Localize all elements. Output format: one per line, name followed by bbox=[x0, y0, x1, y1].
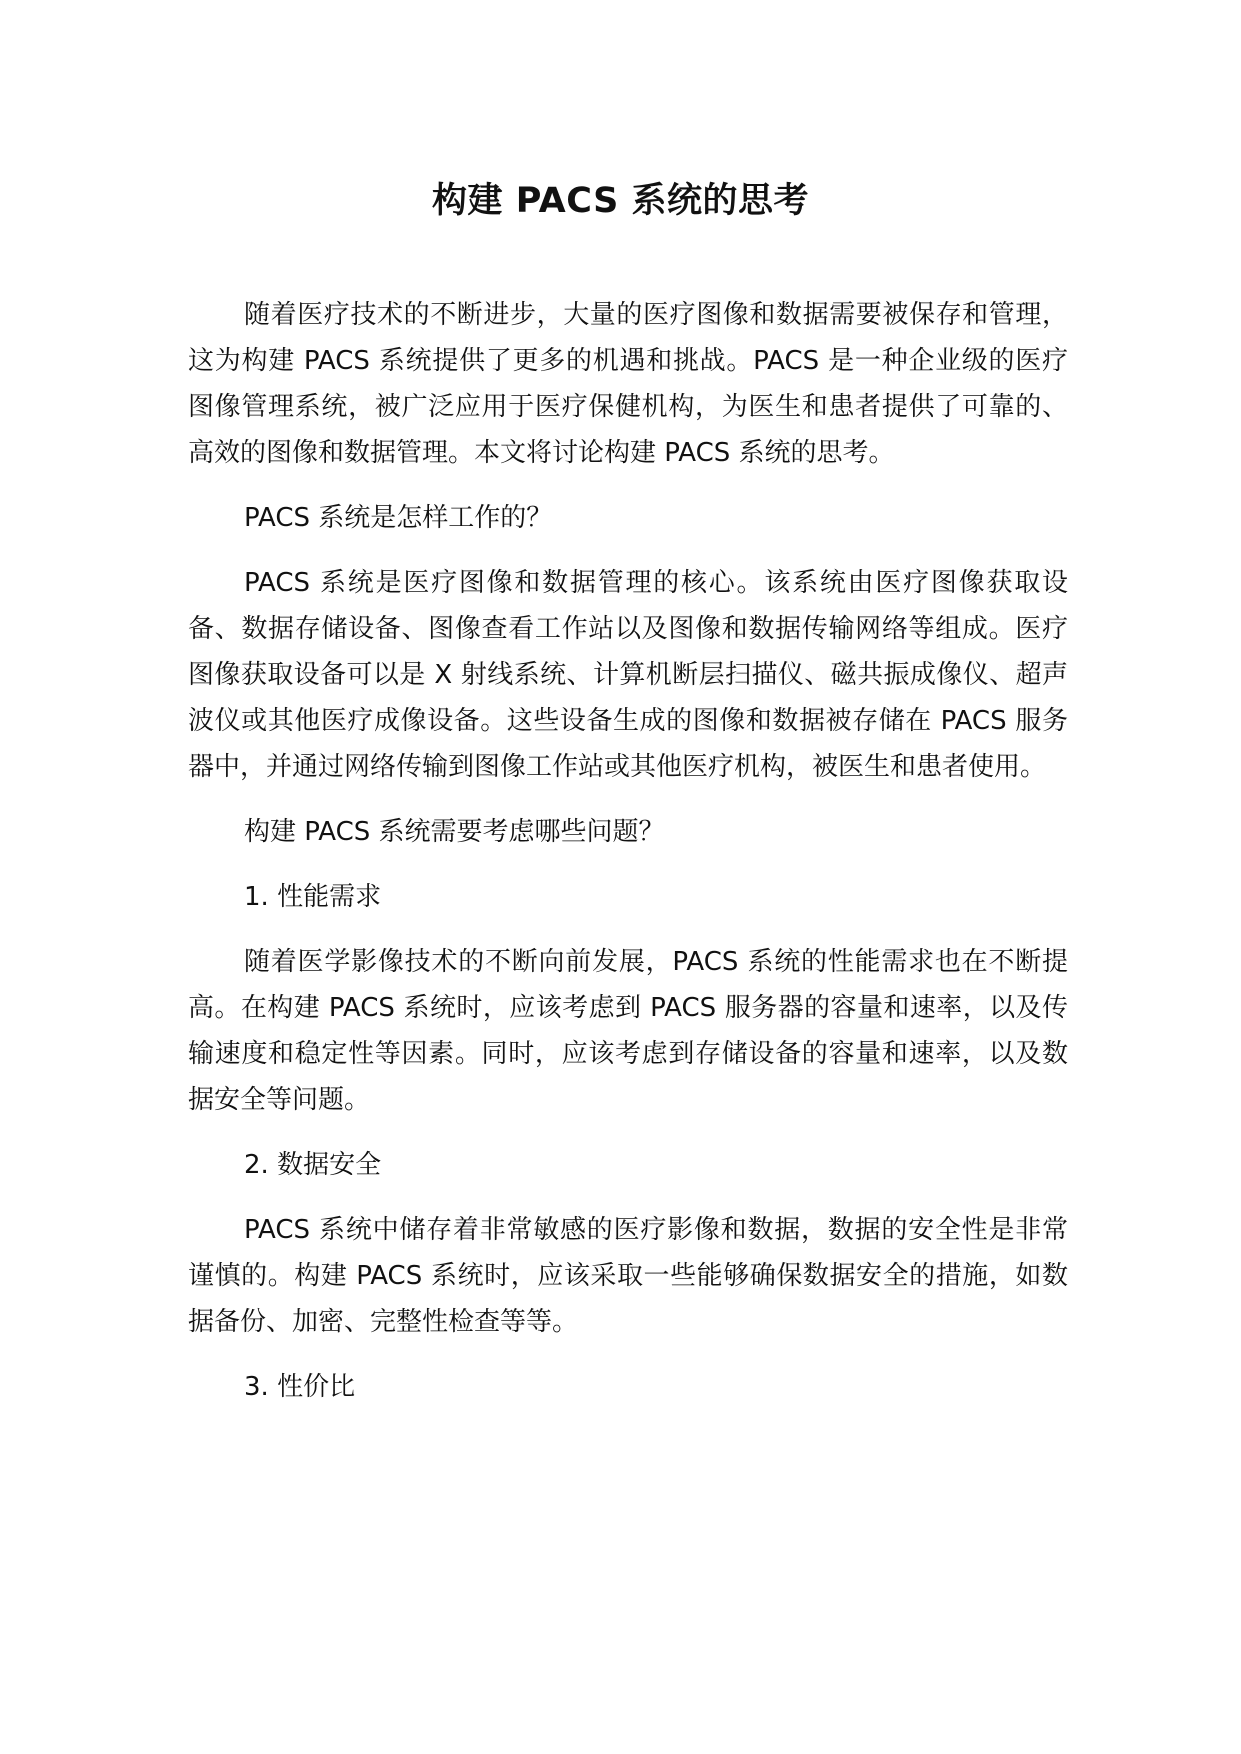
document-title: 构建 PACS 系统的思考 bbox=[432, 181, 809, 221]
section-heading-how-it-works: PACS 系统是怎样工作的？ bbox=[244, 503, 553, 533]
subheading-performance: 1. 性能需求 bbox=[244, 882, 382, 912]
how-it-works-paragraph: PACS 系统是医疗图像和数据管理的核心。该系统由医疗图像获取设备、数据存储设备、图像查看工作站以及图像和数据传输网络等组成。医疗图像获取设备可以是 X 射线系统、计算机断层扫描仪、磁共振成像仪、超声波仪或其他医疗成像设备。这些设备生成的图像和数据被存储在 PACS 服务器中，并通过网络传输到图像工作站或其他医疗机构，被医生和患者使用。 bbox=[188, 568, 1068, 782]
subheading-data-security: 2. 数据安全 bbox=[244, 1150, 382, 1180]
document-body bbox=[188, 292, 1068, 1429]
subheading-cost-effectiveness: 3. 性价比 bbox=[244, 1372, 356, 1402]
section-heading-considerations: 构建 PACS 系统需要考虑哪些问题？ bbox=[244, 817, 665, 847]
data-security-paragraph: PACS 系统中储存着非常敏感的医疗影像和数据，数据的安全性是非常谨慎的。构建 PACS 系统时，应该采取一些能够确保数据安全的措施，如数据备份、加密、完整性检查等等。 bbox=[188, 1215, 1068, 1337]
intro-paragraph: 随着医疗技术的不断进步，大量的医疗图像和数据需要被保存和管理，这为构建 PACS 系统提供了更多的机遇和挑战。PACS 是一种企业级的医疗图像管理系统，被广泛应用于医疗保健机构，为医生和患者提供了可靠的、高效的图像和数据管理。本文将讨论构建 PACS 系统的思考。 bbox=[188, 300, 1068, 468]
performance-paragraph: 随着医学影像技术的不断向前发展，PACS 系统的性能需求也在不断提高。在构建 PACS 系统时，应该考虑到 PACS 服务器的容量和速率，以及传输速度和稳定性等因素。同时，应该考虑到存储设备的容量和速率，以及数据安全等问题。 bbox=[188, 947, 1068, 1115]
